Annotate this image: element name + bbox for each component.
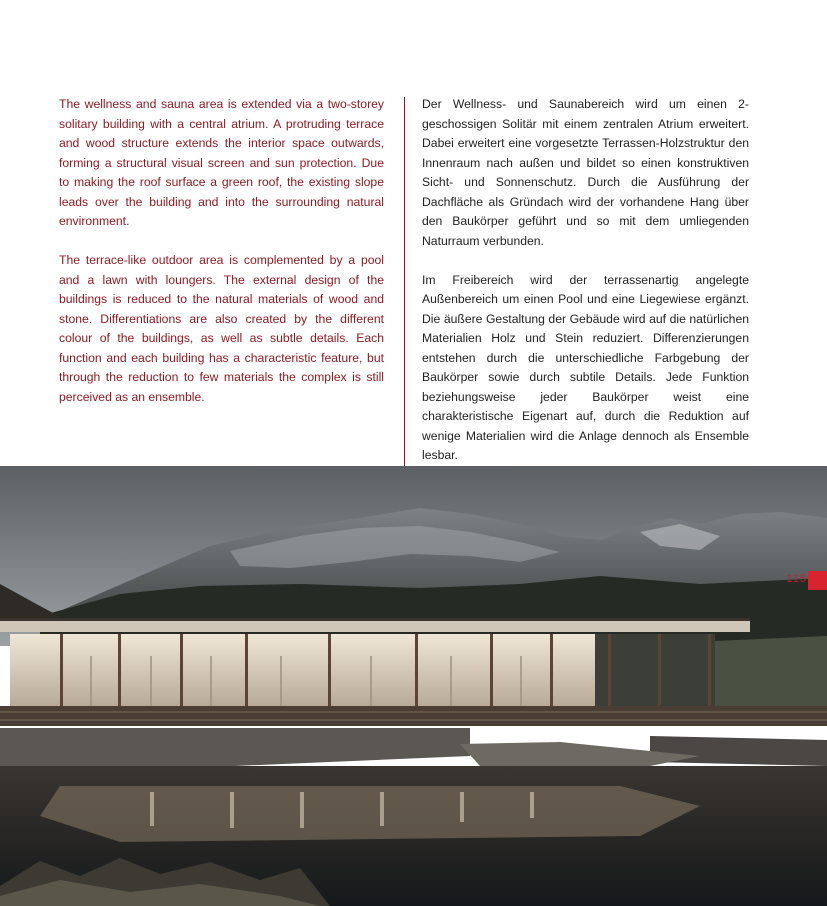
page-number: 115 <box>786 573 807 585</box>
english-text-column <box>59 95 384 427</box>
column-divider <box>404 97 405 466</box>
german-text-column <box>422 95 749 485</box>
english-paragraph: The wellness and sauna area is extended via a two-storey solitary building with a central atrium. A protruding terrace and wood structure extends the interior space outwards, forming a structural visual screen and sun protection. Due to making the roof surface a green roof, the existing slope leads over the building and into the surrounding natural environment. <box>59 97 384 228</box>
german-paragraph: Der Wellness- und Saunabereich wird um einen 2-geschossigen Solitär mit einem zentralen Atrium erweitert. Dabei erweitert eine vorgesetzte Terrassen-Holzstruktur den Innenraum nach außen und bildet so einen konstruktiven Sicht- und Sonnenschutz. Durch die Ausführung der Dachfläche als Gründach wird der vorhandene Hang über den Baukörper geführt und so mit dem umliegenden Naturraum verbunden. <box>422 97 749 248</box>
english-paragraph: The terrace-like outdoor area is complemented by a pool and a lawn with loungers. The external design of the buildings is reduced to the natural materials of wood and stone. Differentiations are also created by the different colour of the buildings, as well as subtle details. Each function and each building has a characteristic feature, but through the reduction to few materials the complex is still perceived as an ensemble. <box>59 253 384 404</box>
building-photograph <box>0 466 827 906</box>
german-paragraph: Im Freibereich wird der terrassenartig angelegte Außenbereich um einen Pool und eine Liegewiese ergänzt. Die äußere Gestaltung der Gebäude wird auf die natürlichen Materialien Holz und Stein reduziert. Differenzierungen entstehen durch die unterschiedliche Farbgebung der Baukörper sowie durch subtile Details. Jede Funktion beziehungsweise jeder Baukörper weist eine charakteristische Eigenart auf, durch die Reduktion auf wenige Materialien wird die Anlage dennoch als Ensemble lesbar. <box>422 272 749 462</box>
page-tab-marker <box>808 571 827 590</box>
